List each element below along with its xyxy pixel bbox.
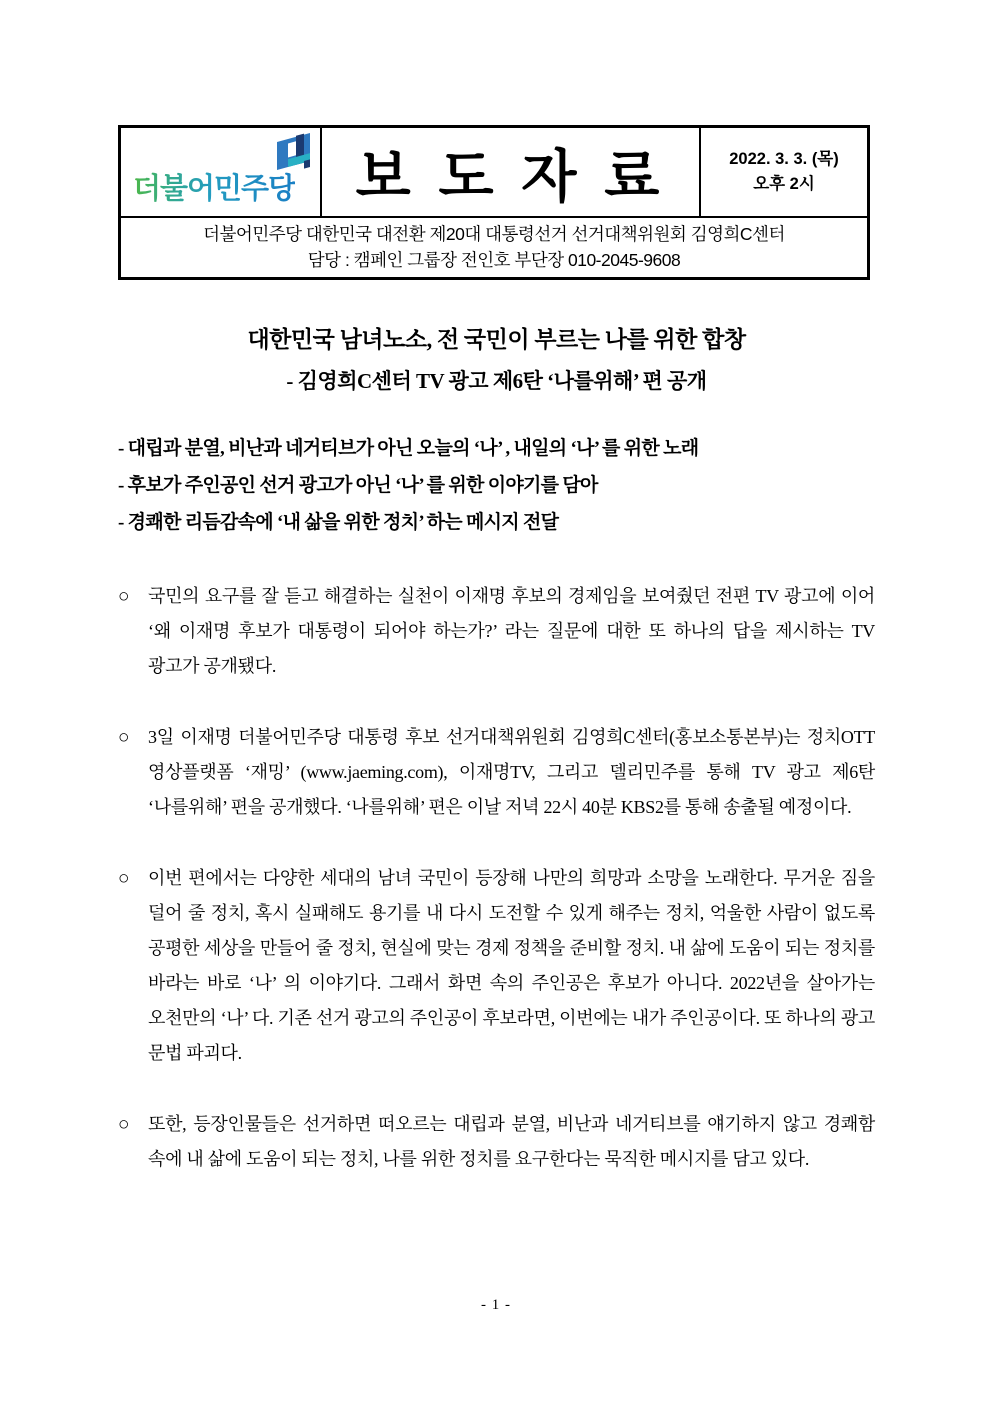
- summary-point: - 경쾌한 리듬감속에 ‘내 삶을 위한 정치’ 하는 메시지 전달: [118, 512, 559, 533]
- paragraph-text: 3일 이재명 더불어민주당 대통령 후보 선거대책위원회 김영희C센터(홍보소통본부)는 정치OTT 영상플랫폼 ‘재밍’ (www.jaeming.com), 이재명TV, 그리고 델리민주를 통해 TV 광고 제6탄 ‘나를위해’ 편을 공개했다. ‘나를위해’ 편은 이날 저녁 22시 40분 KBS2를 통해 송출될 예정이다.: [148, 727, 875, 817]
- summary-point: - 대립과 분열, 비난과 네거티브가 아닌 오늘의 ‘나’ , 내일의 ‘나’ 를 위한 노래: [118, 438, 699, 459]
- body-paragraphs: [118, 579, 875, 1177]
- party-logo: [121, 128, 322, 216]
- press-release-page: [118, 0, 875, 1213]
- circle-bullet-marker: ○: [118, 727, 130, 748]
- body-paragraph: [118, 720, 875, 825]
- contact-line: 담당 : 캠페인 그룹장 전인호 부단장 010-2045-9608: [307, 250, 681, 270]
- headline-subtitle: - 김영희C센터 TV 광고 제6탄 ‘나를위해’ 편 공개: [286, 369, 707, 393]
- summary-points: [118, 430, 875, 541]
- release-datetime: [701, 128, 867, 216]
- body-paragraph: [118, 861, 875, 1071]
- paragraph-text: 국민의 요구를 잘 듣고 해결하는 실천이 이재명 후보의 경제임을 보여줬던 전편 TV 광고에 이어 ‘왜 이재명 후보가 대통령이 되어야 하는가?’ 라는 질문에 대한 또 하나의 답을 제시하는 TV 광고가 공개됐다.: [148, 586, 875, 676]
- release-date: 2022. 3. 3. (목): [729, 150, 839, 168]
- body-paragraph: [118, 1107, 875, 1177]
- header-info-row: [121, 216, 867, 277]
- release-time: 오후 2시: [753, 175, 815, 193]
- press-release-header: [118, 125, 870, 280]
- page-number: - 1 -: [481, 1297, 511, 1313]
- summary-point: - 후보가 주인공인 선거 광고가 아닌 ‘나’ 를 위한 이야기를 담아: [118, 475, 598, 496]
- circle-bullet-marker: ○: [118, 868, 130, 889]
- paragraph-text: 이번 편에서는 다양한 세대의 남녀 국민이 등장해 나만의 희망과 소망을 노래한다. 무거운 짐을 덜어 줄 정치, 혹시 실패해도 용기를 내 다시 도전할 수 있게 해주는 정치, 억울한 사람이 없도록 공평한 세상을 만들어 줄 정치, 현실에 맞는 경제 정책을 준비할 정치. 내 삶에 도움이 되는 정치를 바라는 바로 ‘나’ 의 이야기다. 그래서 화면 속의 주인공은 후보가 아니다. 2022년을 살아가는 오천만의 ‘나’ 다. 기존 선거 광고의 주인공이 후보라면, 이번에는 내가 주인공이다. 또 하나의 광고 문법 파괴다.: [148, 868, 875, 1063]
- headline-block: [118, 320, 875, 402]
- paragraph-text: 또한, 등장인물들은 선거하면 떠오르는 대립과 분열, 비난과 네거티브를 얘기하지 않고 경쾌함 속에 내 삶에 도움이 되는 정치, 나를 위한 정치를 요구한다는 묵직한 메시지를 담고 있다.: [148, 1114, 875, 1169]
- header-top-row: [121, 128, 867, 216]
- body-paragraph: [118, 579, 875, 684]
- circle-bullet-marker: ○: [118, 1114, 130, 1135]
- doc-type-title: 보 도 자 료: [322, 128, 701, 216]
- organization-line: 더불어민주당 대한민국 대전환 제20대 대통령선거 선거대책위원회 김영희C센터: [203, 224, 785, 244]
- headline-title: 대한민국 남녀노소, 전 국민이 부르는 나를 위한 합창: [247, 327, 746, 352]
- party-logo-text: 더불어민주당: [133, 166, 295, 207]
- circle-bullet-marker: ○: [118, 586, 130, 607]
